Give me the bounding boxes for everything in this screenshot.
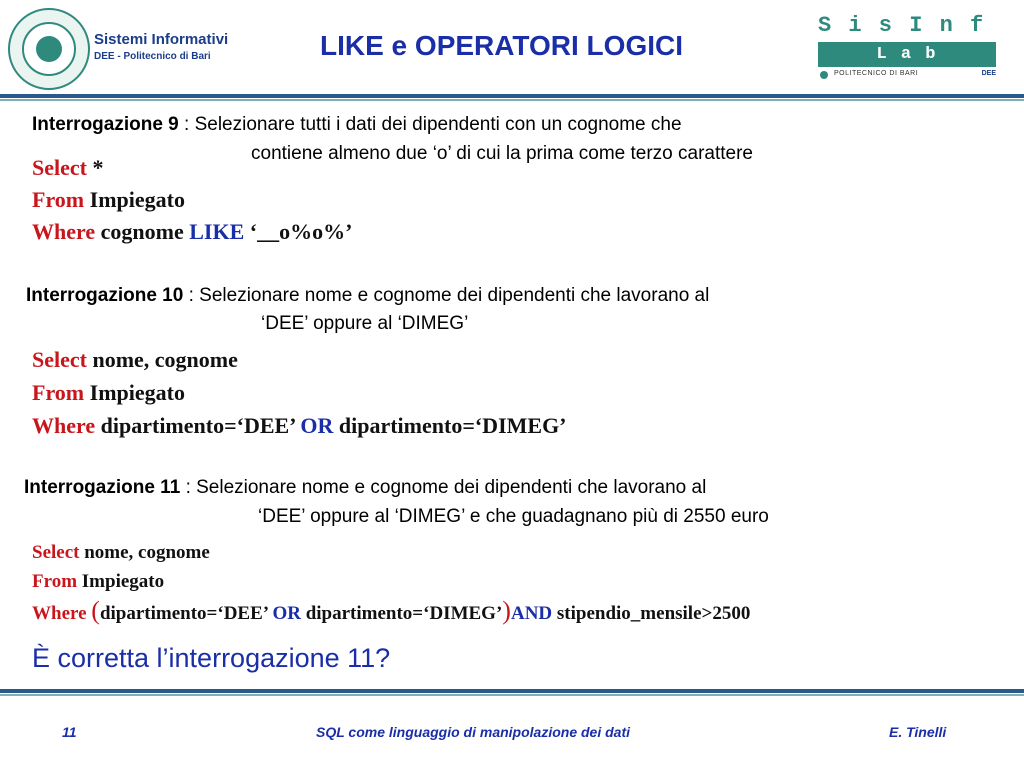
- close-parenthesis: ): [502, 596, 511, 625]
- sql-select-line: [32, 152, 352, 184]
- from-value: Impiegato: [89, 187, 185, 212]
- query-11-text-line1: : Selezionare nome e cognome dei dipendenti che lavorano al: [185, 477, 707, 498]
- query-9-sql: [32, 152, 352, 248]
- where-keyword: Where: [32, 603, 87, 624]
- query-9-text-line2: contiene almeno due ‘o’ di cui la prima come terzo carattere: [251, 143, 753, 164]
- query-9-text-line1: : Selezionare tutti i dati dei dipendenti con un cognome che: [184, 114, 682, 135]
- from-keyword: From: [32, 571, 78, 592]
- query-10-text-line1: : Selezionare nome e cognome dei dipendenti che lavorano al: [188, 285, 710, 306]
- sql-where-line: [32, 216, 352, 248]
- footer-divider-accent: [0, 694, 1024, 696]
- where-condition-3: stipendio_mensile>2500: [556, 603, 751, 624]
- query-10-text-line2: ‘DEE’ oppure al ‘DIMEG’: [261, 313, 469, 334]
- query-11-description: [24, 473, 706, 502]
- sql-where-line: [32, 596, 750, 628]
- politecnico-icon: [820, 71, 828, 79]
- where-condition-2: dipartimento=‘DIMEG’: [305, 603, 503, 624]
- where-value: cognome: [100, 219, 184, 244]
- sql-from-line: [32, 184, 352, 216]
- footer-author: E. Tinelli: [889, 724, 947, 740]
- sql-from-line: [32, 567, 750, 596]
- sql-select-line: [32, 343, 567, 376]
- select-keyword: Select: [32, 155, 87, 180]
- query-11-label: Interrogazione 11: [24, 477, 181, 498]
- open-parenthesis: (: [91, 596, 100, 625]
- footer-divider: [0, 689, 1024, 693]
- like-keyword: LIKE: [189, 219, 245, 244]
- header-divider-accent: [0, 99, 1024, 101]
- lab-logo-bar: L a b: [818, 42, 996, 67]
- select-keyword: Select: [32, 347, 87, 372]
- sisinf-logo-text: S i s I n f: [818, 13, 986, 38]
- seal-emblem: [36, 36, 62, 62]
- brand-title: Sistemi Informativi: [94, 31, 229, 48]
- sql-where-line: [32, 409, 567, 442]
- dee-logo: DEE: [981, 70, 996, 77]
- university-seal-logo: [8, 8, 90, 90]
- query-9-label: Interrogazione 9: [32, 114, 179, 135]
- select-keyword: Select: [32, 542, 80, 563]
- query-10-description: [26, 281, 709, 310]
- sql-select-line: [32, 538, 750, 567]
- brand-subtitle: DEE - Politecnico di Bari: [94, 51, 211, 62]
- from-keyword: From: [32, 187, 85, 212]
- select-value: nome, cognome: [92, 347, 238, 372]
- or-keyword: OR: [300, 413, 334, 438]
- where-keyword: Where: [32, 413, 96, 438]
- slide-title: LIKE e OPERATORI LOGICI: [320, 30, 684, 61]
- where-condition-1: dipartimento=‘DEE’: [100, 413, 295, 438]
- seal-inner-ring: [22, 22, 76, 76]
- select-value: *: [92, 155, 104, 180]
- where-condition-1: dipartimento=‘DEE’: [99, 603, 268, 624]
- sql-from-line: [32, 376, 567, 409]
- politecnico-strip: [820, 70, 996, 82]
- sisinf-lab-logo: [818, 12, 996, 67]
- page-number: 11: [62, 724, 77, 740]
- from-value: Impiegato: [89, 380, 185, 405]
- politecnico-text: POLITECNICO DI BARI: [834, 70, 919, 77]
- where-keyword: Where: [32, 219, 96, 244]
- query-10-label: Interrogazione 10: [26, 285, 184, 306]
- query-9-description: [32, 110, 682, 139]
- footer-course-title: SQL come linguaggio di manipolazione dei dati: [316, 724, 630, 740]
- where-condition-2: dipartimento=‘DIMEG’: [338, 413, 567, 438]
- query-11-text-line2: ‘DEE’ oppure al ‘DIMEG’ e che guadagnano più di 2550 euro: [258, 506, 769, 527]
- query-10-sql: [32, 343, 567, 442]
- from-keyword: From: [32, 380, 85, 405]
- query-11-sql: [32, 538, 750, 628]
- closing-question: È corretta l’interrogazione 11?: [32, 643, 391, 673]
- from-value: Impiegato: [81, 571, 165, 592]
- header-divider: [0, 94, 1024, 98]
- select-value: nome, cognome: [84, 542, 210, 563]
- and-keyword: AND: [510, 603, 553, 624]
- or-keyword: OR: [272, 603, 301, 624]
- like-pattern: ‘__o%o%’: [249, 219, 353, 244]
